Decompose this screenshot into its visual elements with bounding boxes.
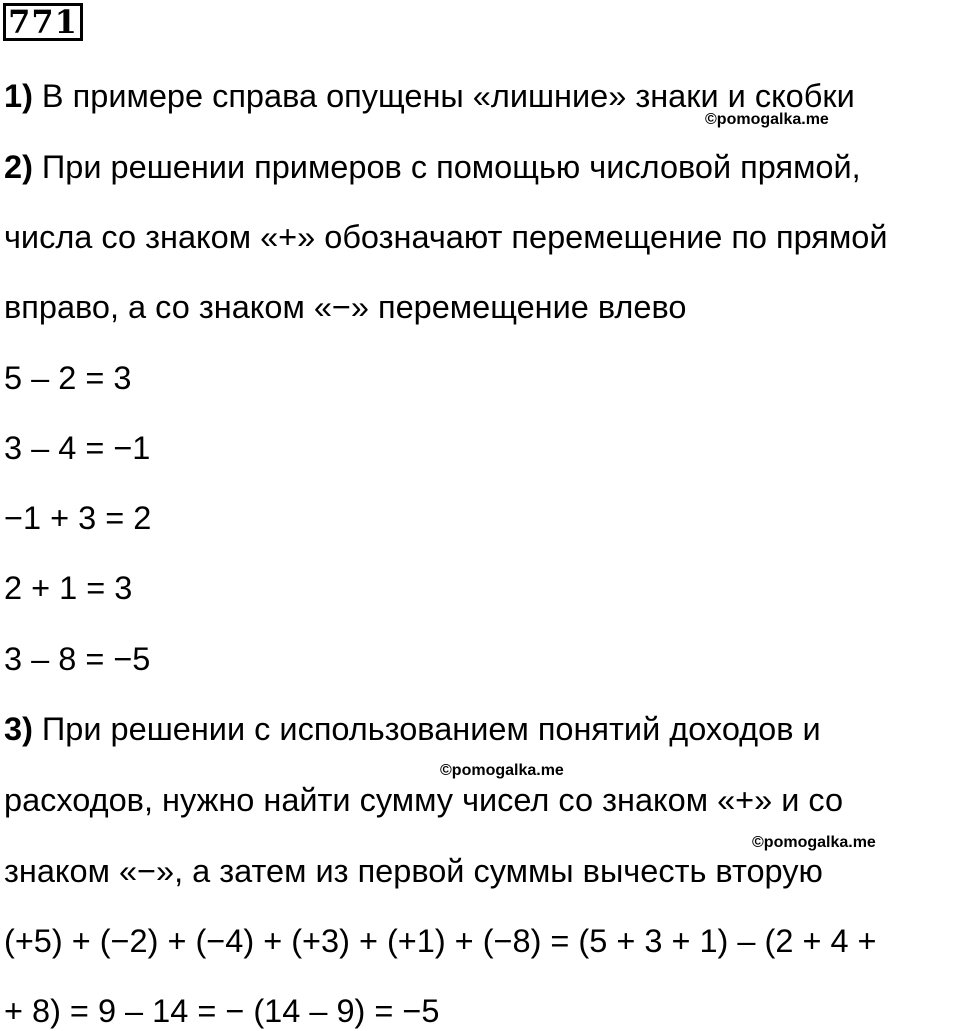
line-text: знаком «−», а затем из первой суммы вычесть вторую — [4, 853, 823, 889]
line-2 — [4, 147, 861, 187]
line-3 — [4, 217, 888, 257]
line-8 — [4, 568, 132, 608]
line-marker: 3) — [4, 711, 33, 747]
problem-number-box: 771 — [3, 3, 83, 41]
line-5 — [4, 358, 131, 398]
line-10 — [4, 709, 821, 749]
equation: 2 + 1 = 3 — [4, 570, 133, 606]
line-1 — [4, 76, 855, 116]
line-marker: 1) — [4, 78, 33, 114]
equation: 3 – 4 = −1 — [4, 430, 151, 466]
line-text: числа со знаком «+» обозначают перемещение по прямой — [4, 219, 888, 255]
line-marker: 2) — [4, 149, 33, 185]
equation: 5 – 2 = 3 — [4, 360, 132, 396]
equation: 3 – 8 = −5 — [4, 641, 151, 677]
line-text: В примере справа опущены «лишние» знаки и скобки — [32, 78, 855, 114]
line-text: При решении примеров с помощью числовой прямой, — [32, 149, 861, 185]
line-text: расходов, нужно найти сумму чисел со знаком «+» и со — [4, 782, 844, 818]
line-7 — [4, 498, 151, 538]
line-14 — [4, 991, 439, 1031]
line-13 — [4, 921, 877, 961]
line-text: вправо, а со знаком «−» перемещение влево — [4, 289, 687, 325]
line-4 — [4, 287, 686, 327]
line-11 — [4, 780, 843, 820]
line-text: При решении с использованием понятий доходов и — [32, 711, 821, 747]
watermark: ©pomogalka.me — [705, 111, 829, 128]
watermark: ©pomogalka.me — [440, 762, 564, 779]
equation: + 8) = 9 – 14 = − (14 – 9) = −5 — [4, 993, 440, 1029]
watermark: ©pomogalka.me — [752, 834, 876, 851]
line-12 — [4, 851, 823, 891]
equation: −1 + 3 = 2 — [4, 500, 152, 536]
equation: (+5) + (−2) + (−4) + (+3) + (+1) + (−8) = (5 + 3 + 1) – (2 + 4 + — [4, 923, 877, 959]
line-6 — [4, 428, 150, 468]
line-9 — [4, 639, 150, 679]
